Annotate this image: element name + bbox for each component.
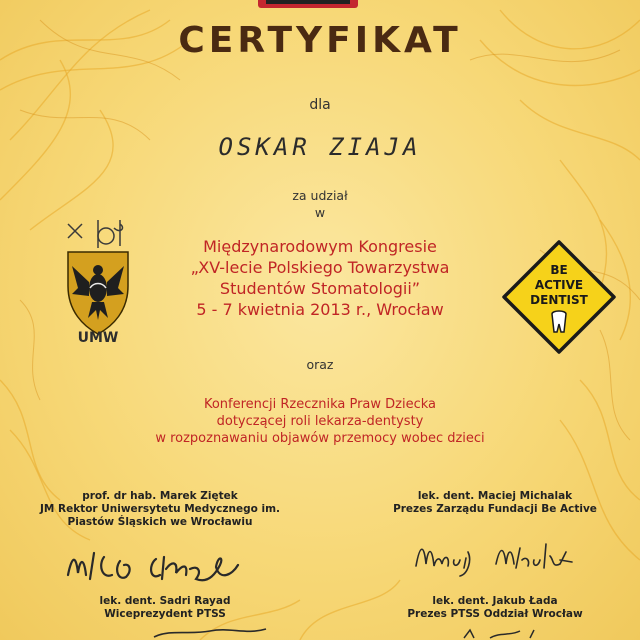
signature-rector (60, 535, 250, 590)
signature-vice-president-fragment (150, 625, 270, 640)
conference-description (100, 396, 540, 447)
signature-branch-president-fragment (460, 628, 550, 640)
signatory-line: Prezes Zarządu Fundacji Be Active (393, 503, 597, 515)
certificate-title: CERTYFIKAT (178, 20, 462, 61)
congress-line: 5 - 7 kwietnia 2013 r., Wrocław (196, 300, 444, 319)
signatory-vice-president (40, 595, 290, 621)
congress-line: Międzynarodowym Kongresie (203, 237, 437, 256)
signatory-branch-president (370, 595, 620, 621)
signatory-line: prof. dr hab. Marek Ziętek (82, 490, 238, 502)
umw-label: UMW (77, 330, 119, 346)
ptss-logo-fragment-dark (266, 0, 350, 4)
signatory-line: Prezes PTSS Oddział Wrocław (407, 608, 583, 620)
be-active-line: DENTIST (530, 293, 588, 307)
congress-line: „XV-lecie Polskiego Towarzystwa (190, 258, 450, 277)
signatory-line: lek. dent. Maciej Michalak (417, 490, 573, 502)
signatory-line: JM Rektor Uniwersytetu Medycznego im. (39, 503, 281, 515)
conference-line: dotyczącej roli lekarza-dentysty (216, 414, 424, 429)
conference-line: Konferencji Rzecznika Praw Dziecka (203, 397, 437, 412)
signatory-line: lek. dent. Jakub Łada (432, 595, 558, 607)
recipient-name: OSKAR ZIAJA (218, 133, 422, 161)
signatory-foundation-president (370, 490, 620, 516)
signatory-line: lek. dent. Sadri Rayad (99, 595, 231, 607)
in-label: w (314, 205, 326, 220)
signatory-rector (30, 490, 290, 529)
for-label: dla (309, 97, 331, 113)
participation-label: za udział (292, 188, 348, 203)
congress-description (150, 236, 490, 320)
be-active-line: ACTIVE (534, 278, 584, 292)
and-label: oraz (306, 357, 334, 372)
be-active-line: BE (550, 263, 568, 277)
signature-foundation-president (410, 530, 580, 580)
signatory-line: Wiceprezydent PTSS (104, 608, 226, 620)
signatory-line: Piastów Śląskich we Wrocławiu (67, 516, 253, 528)
conference-line: w rozpoznawaniu objawów przemocy wobec dzieci (155, 431, 485, 446)
congress-line: Studentów Stomatologii” (219, 279, 421, 298)
be-active-dentist-logo (500, 238, 618, 356)
